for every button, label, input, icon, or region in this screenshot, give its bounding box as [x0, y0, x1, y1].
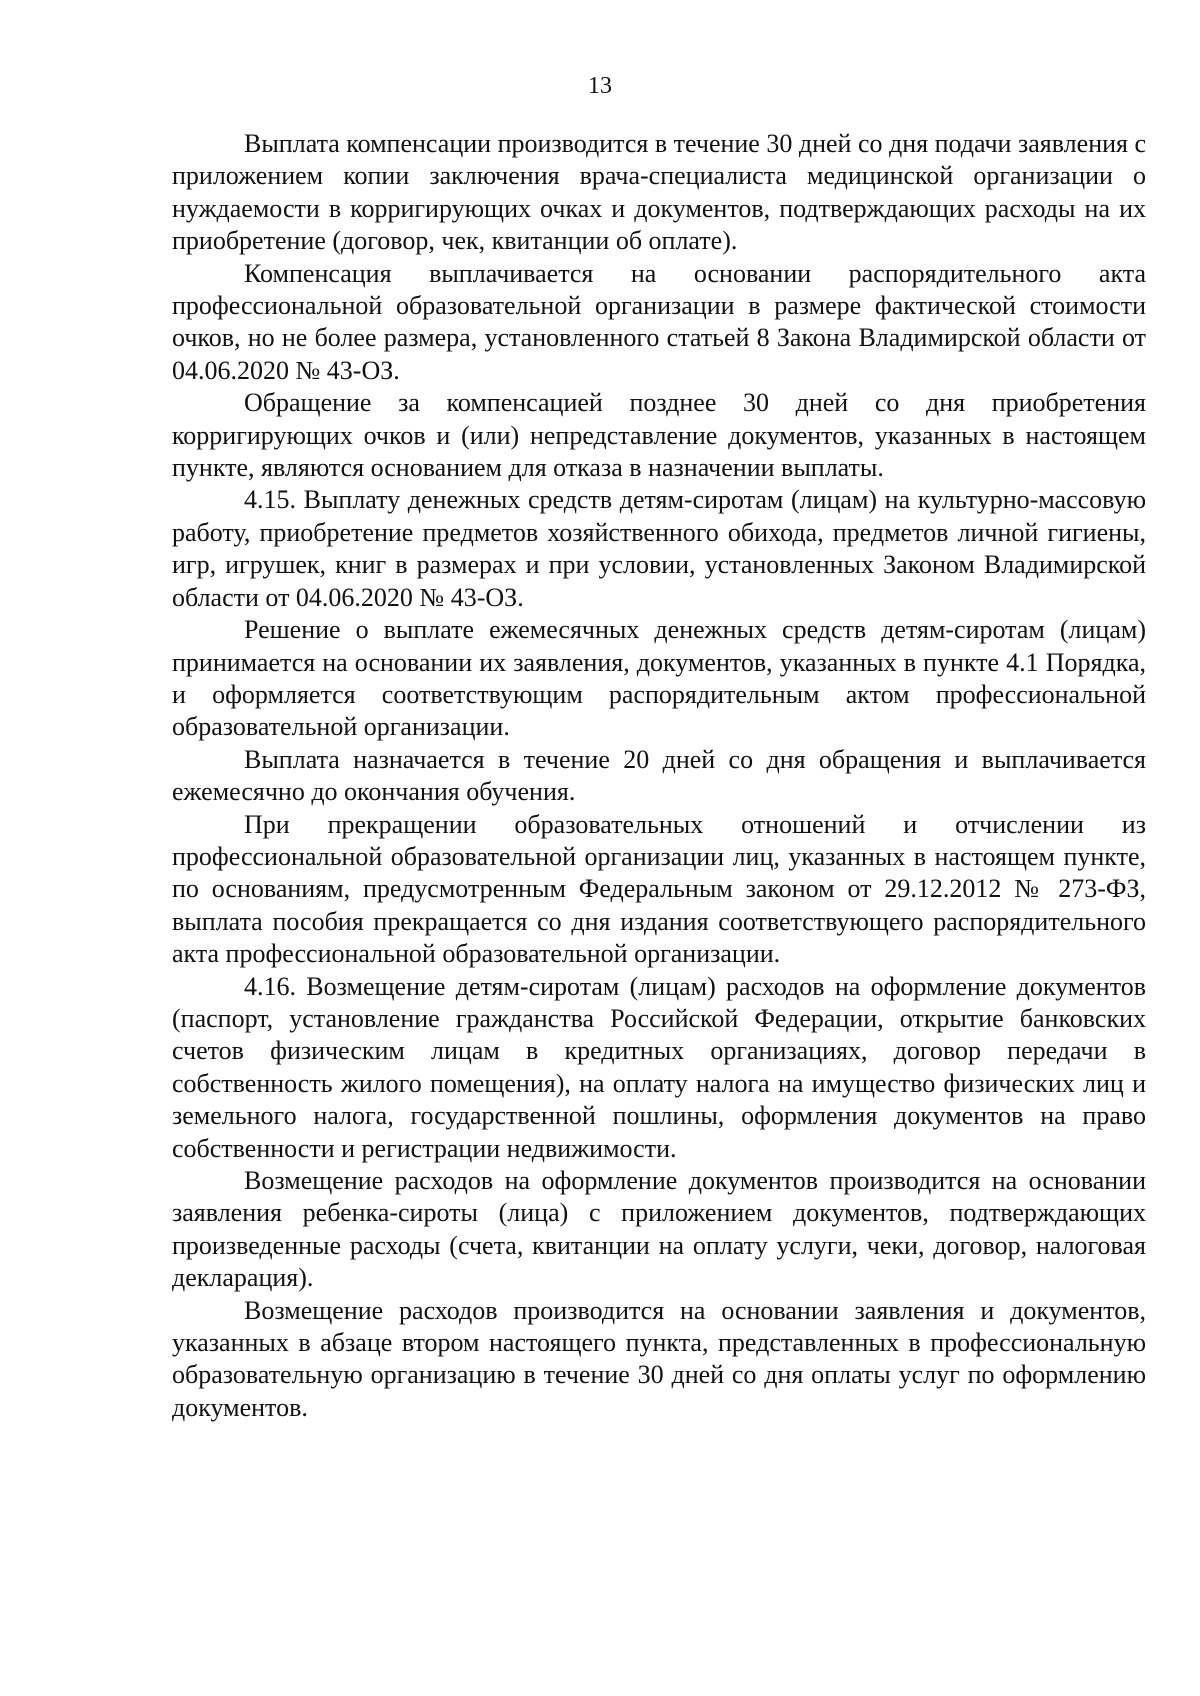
paragraph-payment-assignment: Выплата назначается в течение 20 дней со дня обращения и выплачивается ежемесячно до окончания обучения.: [172, 744, 1146, 807]
paragraph-clause-4-15: 4.15. Выплату денежных средств детям-сиротам (лицам) на культурно-массовую работу, приобретение предметов хозяйственного обихода, предметов личной гигиены, игр, игрушек, книг в размерах и при условии, установленных Законом Владимирской области от 04.06.2020 № 43-ОЗ.: [172, 485, 1146, 612]
paragraph-reimbursement-term: Возмещение расходов производится на основании заявления и документов, указанных в абзаце втором настоящего пункта, представленных в профессиональную образовательную организацию в течение 30 дней со дня оплаты услуг по оформлению документов.: [172, 1295, 1146, 1422]
paragraph-compensation-basis: Компенсация выплачивается на основании распорядительного акта профессиональной образовательной организации в размере фактической стоимости очков, но не более размера, установленного статьей 8 Закона Владимирской области от 04.06.2020 № 43-ОЗ.: [172, 258, 1146, 385]
paragraph-clause-4-16: 4.16. Возмещение детям-сиротам (лицам) расходов на оформление документов (паспорт, установление гражданства Российской Федерации, открытие банковских счетов физическим лицам в кредитных организациях, договор передачи в собственность жилого помещения), на оплату налога на имущество физических лиц и земельного налога, государственной пошлины, оформления документов на право собственности и регистрации недвижимости.: [172, 971, 1146, 1163]
paragraph-payment-termination: При прекращении образовательных отношений и отчислении из профессиональной образовательной организации лиц, указанных в настоящем пункте, по основаниям, предусмотренным Федеральным законом от 29.12.2012 № 273-ФЗ, выплата пособия прекращается со дня издания соответствующего распорядительного акта профессиональной образовательной организации.: [172, 809, 1146, 969]
paragraph-compensation-refusal: Обращение за компенсацией позднее 30 дней со дня приобретения корригирующих очков и (или) непредставление документов, указанных в настоящем пункте, являются основанием для отказа в назначении выплаты.: [172, 388, 1146, 483]
paragraph-compensation-payment-term: Выплата компенсации производится в течение 30 дней со дня подачи заявления с приложением копии заключения врача-специалиста медицинской организации о нуждаемости в корригирующих очках и документов, подтверждающих расходы на их приобретение (договор, чек, квитанции об оплате).: [172, 129, 1147, 256]
paragraph-monthly-payment-decision: Решение о выплате ежемесячных денежных средств детям-сиротам (лицам) принимается на основании их заявления, документов, указанных в пункте 4.1 Порядка, и оформляется соответствующим распорядительным актом профессиональной образовательной организации.: [172, 615, 1146, 742]
paragraph-reimbursement-basis: Возмещение расходов на оформление документов производится на основании заявления ребенка-сироты (лица) с приложением документов, подтверждающих произведенные расходы (счета, квитанции на оплату услуги, чеки, договор, налоговая декларация).: [172, 1166, 1146, 1293]
page-number: 13: [588, 73, 612, 99]
document-body: [172, 128, 1146, 1424]
